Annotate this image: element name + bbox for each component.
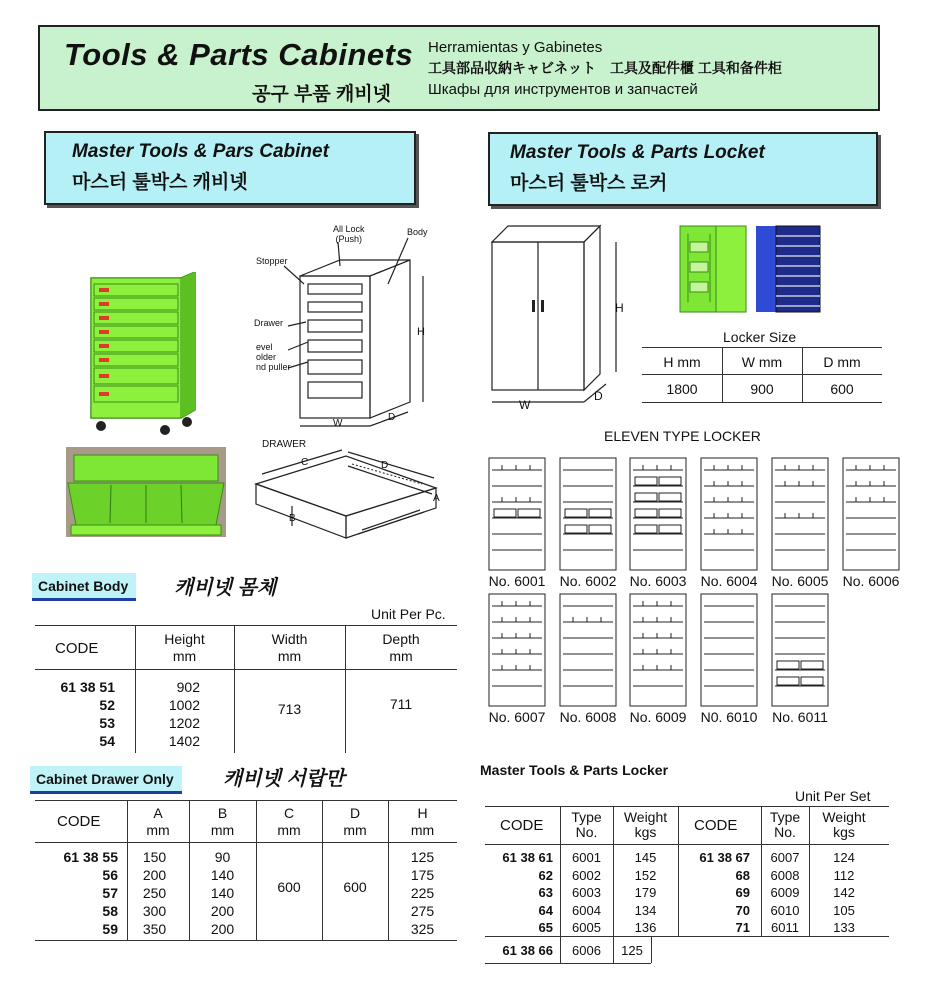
body-header-height-text: Height: [164, 631, 205, 647]
locker-table-header-line: [485, 844, 889, 845]
drawer-d-label: D: [381, 460, 389, 471]
drawer-a-value: 300: [142, 903, 167, 919]
subtitle-asian: 工具部品収納キャビネット 工具及配件櫃 工具和备件柜: [428, 60, 782, 76]
body-height: 1202: [168, 715, 200, 731]
drawer-header-d-text: D: [349, 805, 361, 821]
locker-type-thumbnail: [559, 457, 617, 571]
drawer-table-header-line: [35, 842, 457, 843]
body-table-header-line: [35, 669, 457, 670]
drawer-b-value: 90: [214, 849, 231, 865]
page-title: Tools & Parts Cabinets: [64, 37, 414, 72]
locker-code: 63: [538, 885, 553, 900]
locker-left-codes: [485, 849, 553, 937]
body-header-height: [135, 631, 234, 665]
drawer-header-a-text: A: [153, 805, 163, 821]
locker-right-types: [761, 849, 809, 937]
locker-type: 6004: [572, 902, 601, 918]
locker-w-label: W: [519, 398, 531, 412]
drawer-codes: [40, 848, 118, 938]
locker-code: 62: [538, 867, 553, 883]
locker-header-weight-right: [809, 810, 879, 840]
cabinet-section-box: [44, 131, 416, 205]
drawer-header-c: [256, 805, 322, 839]
holder-label: older: [256, 352, 277, 362]
size-value-w: 900: [750, 381, 774, 397]
header-type-text: Type: [769, 809, 801, 825]
body-label: Body: [407, 227, 428, 237]
drawer-header-h-text: H: [417, 805, 428, 821]
cabinet-section-title-korean: 마스터 툴박스 캐비넷: [72, 172, 248, 193]
drawer-code: 61 38 55: [63, 849, 118, 865]
eleven-type-title: ELEVEN TYPE LOCKER: [604, 428, 761, 444]
drawer-code: 56: [102, 867, 118, 883]
drawer-h-value: 225: [410, 885, 435, 901]
locker-table-title: Master Tools & Parts Locker: [480, 762, 669, 778]
drawer-b-label: B: [289, 513, 296, 524]
cabinet-w-label: W: [333, 418, 343, 429]
locker-last-code: 61 38 66: [502, 943, 553, 958]
header-no-text: No.: [575, 824, 598, 840]
locker-weight: 152: [634, 867, 657, 883]
locker-last-type: 6006: [572, 943, 601, 958]
locker-type-label: N0. 6010: [700, 709, 758, 725]
body-code: 52: [99, 697, 115, 713]
body-code: 54: [99, 733, 115, 749]
drawer-code: 58: [102, 903, 118, 919]
locker-vline-6: [651, 936, 652, 963]
locker-type: 6008: [770, 867, 800, 883]
locker-type: 6001: [572, 850, 601, 865]
body-depth-value: 711: [389, 696, 413, 712]
size-header-h: H mm: [663, 354, 701, 370]
locker-header-code-left: CODE: [500, 817, 544, 834]
drawer-table-bottom: [35, 940, 457, 941]
body-code: 53: [99, 715, 115, 731]
drawer-h-value: 325: [410, 921, 435, 937]
size-table-mid-line: [642, 374, 882, 375]
locker-size-title: Locker Size: [723, 329, 797, 345]
header-no-text: No.: [774, 824, 796, 840]
cabinet-h-label: H: [417, 326, 425, 338]
locker-type-thumbnail: [842, 457, 900, 571]
drawer-label: Drawer: [254, 318, 284, 328]
locker-section-title-korean: 마스터 툴박스 로커: [510, 173, 668, 194]
drawer-code: 57: [102, 885, 118, 901]
locker-code: 65: [538, 920, 553, 935]
locker-type-label: No. 6005: [771, 573, 829, 589]
drawer-table-top: [35, 800, 457, 801]
drawer-c-label: C: [301, 457, 309, 468]
drawer-header-h-unit: mm: [410, 822, 435, 838]
locker-right-weights: [809, 849, 879, 937]
drawer-header-b-unit: mm: [210, 822, 235, 838]
locker-type-thumbnail: [488, 457, 546, 571]
all-lock-label: [333, 224, 365, 244]
page-title-korean: 공구 부품 캐비넷: [252, 84, 392, 105]
drawer-header-c-text: C: [283, 805, 295, 821]
hand-puller-label: nd puller: [256, 362, 291, 372]
drawer-diagram: [252, 446, 452, 564]
body-height: 1402: [168, 733, 200, 749]
locker-h-label: H: [615, 301, 624, 315]
locker-type-label: No. 6001: [488, 573, 546, 589]
locker-type: 6007: [770, 850, 800, 865]
locker-code: 64: [538, 902, 553, 918]
drawer-h-values: [388, 848, 457, 938]
locker-weight: 136: [634, 920, 657, 935]
locker-photos-image: [676, 222, 826, 316]
locker-weight: 145: [634, 850, 657, 865]
locker-d-label: D: [594, 389, 603, 403]
cabinet-section-title: Master Tools & Pars Cabinet: [72, 141, 329, 162]
locker-type: 6011: [771, 920, 799, 935]
subtitles: [428, 37, 782, 100]
locker-weight: 179: [634, 885, 657, 900]
subtitle-spanish: Herramientas y Gabinetes: [428, 39, 603, 56]
locker-last-weight: 125: [621, 943, 643, 958]
drawer-code: 59: [102, 921, 118, 937]
locker-left-weights: [613, 849, 678, 937]
locker-code: 61 38 67: [699, 850, 750, 865]
body-table-top: [35, 625, 457, 626]
body-height: 1002: [168, 697, 200, 713]
locker-type-thumbnail: [771, 593, 829, 707]
locker-code: 68: [735, 867, 750, 883]
locker-section-box: [488, 132, 878, 206]
header-kgs-text: kgs: [833, 824, 855, 840]
drawer-header-c-unit: mm: [277, 822, 301, 838]
header-weight-text: Weight: [822, 809, 866, 825]
locker-type-thumbnail: [488, 593, 546, 707]
locker-right-codes: [678, 849, 750, 937]
drawer-b-value: 200: [210, 903, 235, 919]
locker-type-label: No. 6004: [700, 573, 758, 589]
locker-type-label: No. 6009: [629, 709, 687, 725]
locker-type-label: No. 6003: [629, 573, 687, 589]
drawer-h-value: 175: [410, 867, 435, 883]
locker-header-weight-left: [613, 810, 678, 840]
drawer-header-a-unit: mm: [146, 822, 170, 838]
locker-weight: 142: [833, 885, 855, 900]
drawer-header-b: [189, 805, 256, 839]
body-header-height-unit: mm: [172, 648, 197, 664]
body-header-width-text: Width: [271, 631, 308, 647]
drawer-h-value: 275: [410, 903, 435, 919]
header-banner: [38, 25, 880, 111]
body-header-width-unit: mm: [277, 648, 302, 664]
drawer-header-d: [322, 805, 388, 839]
header-type-text: Type: [571, 809, 602, 825]
level-label: evel: [256, 342, 273, 352]
locker-type-thumbnail: [700, 593, 758, 707]
drawer-b-value: 140: [210, 885, 235, 901]
subtitle-russian: Шкафы для инструментов и запчастей: [428, 81, 698, 98]
locker-code: 69: [735, 885, 750, 900]
body-heights: [150, 678, 200, 750]
body-width-value: 713: [277, 701, 302, 717]
holder-labels: [256, 342, 291, 372]
locker-type: 6003: [572, 885, 601, 900]
locker-type-thumbnail: [771, 457, 829, 571]
locker-type-label: No. 6007: [488, 709, 546, 725]
locker-type-label: No. 6006: [842, 573, 900, 589]
push-text: (Push): [335, 234, 363, 244]
locker-code: 71: [735, 920, 750, 935]
body-header-depth-unit: mm: [389, 648, 413, 664]
locker-type-thumbnail: [559, 593, 617, 707]
drawer-header-a: [127, 805, 189, 839]
locker-left-types: [560, 849, 613, 937]
locker-section-title: Master Tools & Parts Locket: [510, 142, 765, 163]
size-table-bottom-line: [642, 402, 882, 403]
drawer-a-values: [127, 848, 182, 938]
header-kgs-text: kgs: [634, 824, 657, 840]
cabinet-body-tag: Cabinet Body: [32, 573, 136, 601]
locker-type-thumbnail: [629, 593, 687, 707]
cabinet-body-tag-korean: 캐비넷 몸체: [174, 577, 277, 599]
locker-type: 6009: [770, 885, 800, 900]
locker-table-bottom: [485, 963, 651, 964]
cabinet-drawer-tag-korean: 캐비넷 서랍만: [223, 768, 345, 790]
drawer-photo-image: [66, 447, 226, 537]
drawer-a-value: 200: [142, 867, 167, 883]
cabinet-d-label: D: [388, 412, 396, 423]
size-header-w: W mm: [741, 354, 783, 370]
all-lock-text: All Lock: [333, 224, 365, 234]
drawer-title-label: DRAWER: [262, 439, 307, 450]
body-header-depth: [345, 631, 457, 665]
size-value-h: 1800: [666, 381, 698, 397]
locker-table-unit: Unit Per Set: [795, 788, 871, 804]
body-codes: [40, 678, 115, 750]
body-header-width: [234, 631, 345, 665]
locker-code: 61 38 61: [502, 850, 553, 865]
drawer-b-value: 140: [210, 867, 235, 883]
cabinet-drawer-tag: Cabinet Drawer Only: [30, 766, 182, 794]
size-header-d: D mm: [823, 354, 861, 370]
locker-table-top: [485, 806, 889, 807]
header-weight-text: Weight: [623, 809, 668, 825]
drawer-b-value: 200: [210, 921, 235, 937]
locker-type-label: No. 6002: [559, 573, 617, 589]
locker-weight: 105: [833, 902, 855, 918]
locker-weight: 124: [833, 850, 855, 865]
green-cabinet-image: [85, 272, 205, 442]
locker-type-label: No. 6011: [772, 709, 828, 725]
drawer-b-values: [189, 848, 256, 938]
drawer-d-value: 600: [343, 879, 367, 895]
locker-type: 6002: [572, 867, 601, 883]
drawer-c-value: 600: [277, 879, 301, 895]
body-height: 902: [176, 679, 200, 695]
drawer-header-b-text: B: [217, 805, 228, 821]
stopper-label: Stopper: [256, 256, 288, 266]
locker-weight: 112: [833, 867, 855, 883]
locker-diagram: [488, 222, 628, 418]
locker-type: 6010: [770, 902, 800, 918]
locker-type: 6005: [572, 920, 601, 935]
locker-header-type-right: [761, 810, 809, 840]
locker-weight: 134: [634, 902, 657, 918]
locker-header-type-left: [560, 810, 613, 840]
size-table-top-line: [642, 347, 882, 348]
body-code: 61 38 51: [60, 679, 115, 695]
drawer-h-value: 125: [410, 849, 435, 865]
body-header-depth-text: Depth: [382, 631, 420, 647]
locker-type-thumbnail: [700, 457, 758, 571]
drawer-header-d-unit: mm: [343, 822, 367, 838]
drawer-a-value: 150: [142, 849, 167, 865]
drawer-a-label: A: [433, 493, 440, 504]
locker-type-thumbnail: [629, 457, 687, 571]
size-value-d: 600: [830, 381, 854, 397]
locker-type-label: No. 6008: [559, 709, 617, 725]
drawer-a-value: 250: [142, 885, 167, 901]
drawer-header-h: [388, 805, 457, 839]
drawer-header-code: CODE: [57, 813, 101, 830]
cabinet-body-unit: Unit Per Pc.: [371, 606, 446, 622]
locker-code: 70: [735, 902, 750, 918]
drawer-a-value: 350: [142, 921, 167, 937]
locker-header-code-right: CODE: [694, 817, 738, 834]
locker-weight: 133: [833, 920, 855, 935]
body-header-code: CODE: [55, 640, 99, 657]
